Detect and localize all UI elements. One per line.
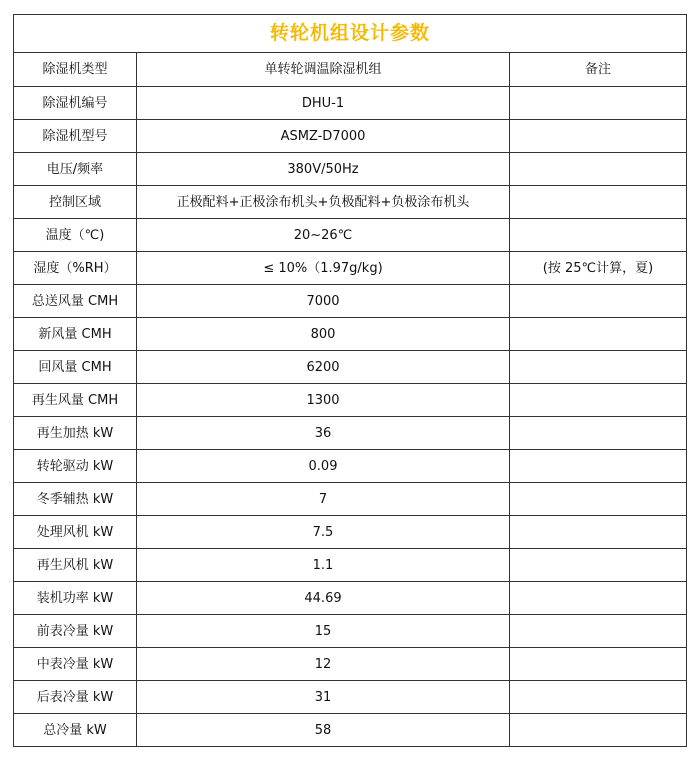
row-note-cell [510, 87, 687, 120]
title-row [14, 15, 687, 53]
row-label-cell: 处理风机 kW [14, 516, 137, 549]
row-value-cell: 6200 [137, 351, 510, 384]
row-label-cell: 再生风量 CMH [14, 384, 137, 417]
row-label-cell: 装机功率 kW [14, 582, 137, 615]
table-row [14, 186, 687, 219]
table-row [14, 120, 687, 153]
row-value-cell: ≤ 10%（1.97g/kg) [137, 252, 510, 285]
row-note-cell [510, 351, 687, 384]
header-label-cell: 除湿机类型 [14, 53, 137, 87]
table-row [14, 483, 687, 516]
row-note-cell [510, 681, 687, 714]
table-row [14, 615, 687, 648]
table-row [14, 351, 687, 384]
row-value-cell: 36 [137, 417, 510, 450]
table-row [14, 318, 687, 351]
row-value-cell: 31 [137, 681, 510, 714]
row-label-cell: 中表冷量 kW [14, 648, 137, 681]
row-value-cell: 1.1 [137, 549, 510, 582]
row-note-cell [510, 219, 687, 252]
table-row [14, 285, 687, 318]
row-value-cell: 15 [137, 615, 510, 648]
header-value-cell: 单转轮调温除湿机组 [137, 53, 510, 87]
row-note-cell [510, 450, 687, 483]
row-value-cell: 44.69 [137, 582, 510, 615]
row-label-cell: 回风量 CMH [14, 351, 137, 384]
table-row [14, 153, 687, 186]
table-row [14, 648, 687, 681]
row-label-cell: 转轮驱动 kW [14, 450, 137, 483]
row-label-cell: 冬季辅热 kW [14, 483, 137, 516]
row-note-cell [510, 318, 687, 351]
header-row [14, 53, 687, 87]
table-row [14, 417, 687, 450]
row-note-cell [510, 615, 687, 648]
row-value-cell: ASMZ-D7000 [137, 120, 510, 153]
table-row [14, 450, 687, 483]
row-label-cell: 除湿机编号 [14, 87, 137, 120]
row-note-cell [510, 384, 687, 417]
row-label-cell: 总送风量 CMH [14, 285, 137, 318]
row-label-cell: 湿度（%RH） [14, 252, 137, 285]
row-value-cell: DHU-1 [137, 87, 510, 120]
row-value-cell: 800 [137, 318, 510, 351]
table-row [14, 252, 687, 285]
table-row [14, 549, 687, 582]
design-parameters-table [13, 14, 687, 747]
row-note-cell: (按 25℃计算，夏) [510, 252, 687, 285]
row-note-cell [510, 483, 687, 516]
row-label-cell: 电压/频率 [14, 153, 137, 186]
row-label-cell: 再生加热 kW [14, 417, 137, 450]
row-label-cell: 除湿机型号 [14, 120, 137, 153]
row-note-cell [510, 549, 687, 582]
row-note-cell [510, 120, 687, 153]
row-note-cell [510, 648, 687, 681]
table-row [14, 681, 687, 714]
table-row [14, 219, 687, 252]
row-note-cell [510, 285, 687, 318]
row-label-cell: 新风量 CMH [14, 318, 137, 351]
row-value-cell: 0.09 [137, 450, 510, 483]
row-label-cell: 温度（℃) [14, 219, 137, 252]
row-note-cell [510, 516, 687, 549]
table-row [14, 516, 687, 549]
table-row [14, 582, 687, 615]
row-value-cell: 20~26℃ [137, 219, 510, 252]
header-note-cell: 备注 [510, 53, 687, 87]
row-value-cell: 7 [137, 483, 510, 516]
row-note-cell [510, 186, 687, 219]
row-value-cell: 12 [137, 648, 510, 681]
row-label-cell: 后表冷量 kW [14, 681, 137, 714]
row-label-cell: 前表冷量 kW [14, 615, 137, 648]
table-row [14, 87, 687, 120]
row-note-cell [510, 714, 687, 747]
row-note-cell [510, 582, 687, 615]
row-value-cell: 7.5 [137, 516, 510, 549]
row-note-cell [510, 417, 687, 450]
row-note-cell [510, 153, 687, 186]
row-label-cell: 控制区域 [14, 186, 137, 219]
row-value-cell: 正极配料+正极涂布机头+负极配料+负极涂布机头 [137, 186, 510, 219]
table-row [14, 384, 687, 417]
row-label-cell: 总冷量 kW [14, 714, 137, 747]
row-value-cell: 7000 [137, 285, 510, 318]
row-value-cell: 380V/50Hz [137, 153, 510, 186]
row-label-cell: 再生风机 kW [14, 549, 137, 582]
table-title: 转轮机组设计参数 [14, 15, 687, 53]
row-value-cell: 58 [137, 714, 510, 747]
row-value-cell: 1300 [137, 384, 510, 417]
table-row [14, 714, 687, 747]
